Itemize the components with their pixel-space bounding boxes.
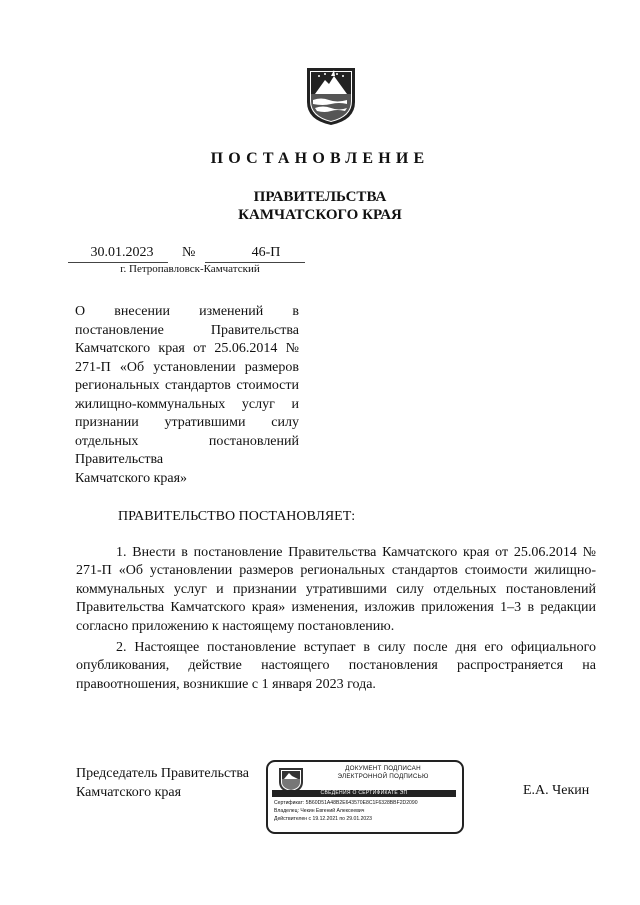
issuer-line-2: КАМЧАТСКОГО КРАЯ [238, 207, 402, 223]
signer-title-line-2: Камчатского края [76, 785, 182, 800]
subject-text: О внесении изменений в постановление Правительства Камчатского края от 25.06.2014 № 271-П «Об установлении размеров региональных стандартов стоимости жилищно-коммунальных услуг и признании утратившими силу отдельных постановлений Правительства [75, 304, 299, 467]
signer-name: Е.А. Чекин [523, 783, 590, 798]
stamp-header-line-2: ЭЛЕКТРОННОЙ ПОДПИСЬЮ [337, 773, 429, 780]
paragraph-1: 1. Внести в постановление Правительства Камчатского края от 25.06.2014 № 271-П «Об установлении размеров региональных стандартов стоимости жилищно-коммунальных услуг и признании утратившими силу отдельных постановлений Правительства Камчатского края» изменения, изложив приложения 1–3 в редакции согласно приложению к настоящему постановлению. [76, 545, 596, 634]
document-number: 46-П [251, 245, 281, 260]
stamp-header-line-1: ДОКУМЕНТ ПОДПИСАН [345, 765, 421, 772]
stamp-details [274, 799, 458, 824]
subject-text-last-line: Камчатского края» [75, 470, 188, 486]
decree-statement: ПРАВИТЕЛЬСТВО ПОСТАНОВЛЯЕТ: [118, 509, 356, 524]
document-body [76, 544, 596, 694]
document-type-heading: ПОСТАНОВЛЕНИЕ [210, 150, 430, 167]
signer-title-line-1: Председатель Правительства [76, 766, 249, 781]
stamp-validity: Действителен с 19.12.2021 по 29.01.2023 [274, 816, 372, 823]
electronic-signature-stamp [266, 760, 464, 834]
stamp-header [310, 765, 456, 781]
paragraph-2: 2. Настоящее постановление вступает в силу после дня его официального опубликования, действие настоящего постановления распространяется на правоотношения, возникшие с 1 января 2023 года. [76, 640, 596, 692]
signer-title [76, 764, 249, 802]
issuer-heading [0, 188, 640, 224]
document-date: 30.01.2023 [90, 245, 154, 260]
document-subject [75, 303, 299, 488]
stamp-owner: Владелец: Чекин Евгений Алексеевич [274, 808, 365, 815]
stamp-certificate-bar: СВЕДЕНИЯ О СЕРТИФИКАТЕ ЭП [272, 790, 456, 797]
kamchatka-coat-of-arms-icon [301, 64, 361, 126]
stamp-certificate: Сертификат: 5B60D51A48B2E643570E8C1F6328BBF2D2090 [274, 800, 418, 806]
issuer-line-1: ПРАВИТЕЛЬСТВА [253, 189, 387, 205]
issue-city: г. Петропавловск-Камчатский [120, 263, 260, 275]
number-sign: № [182, 245, 196, 260]
